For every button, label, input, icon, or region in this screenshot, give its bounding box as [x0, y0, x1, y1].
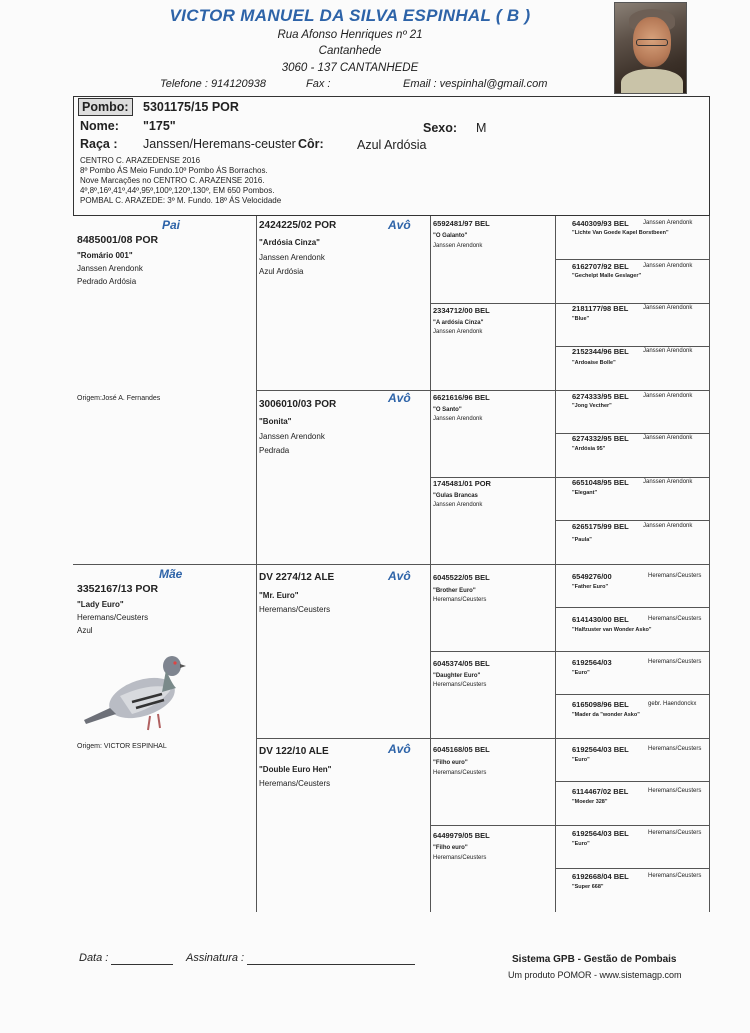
gg-name: "Ardoaise Bolle": [572, 360, 616, 366]
gg-ring: 6162707/92 BEL: [572, 262, 629, 271]
owner-name: VICTOR MANUEL DA SILVA ESPINHAL ( B ): [169, 6, 531, 25]
gg-ring: 6192564/03 BEL: [572, 829, 629, 838]
note-line: POMBAL C. ARAZEDE: 3º M. Fundo. 18º ÁS Velocidade: [80, 196, 282, 205]
great-grandparent-ring: 6621616/96 BEL: [433, 393, 490, 402]
grandparent-name: "Double Euro Hen": [259, 765, 332, 774]
gg-name: "Super 668": [572, 884, 604, 890]
gg-breeder: Heremans/Ceusters: [648, 746, 702, 752]
note-line: 4º,8º,16º,41º,44º,95º,100º,120º,130º, EM 650 Pombos.: [80, 186, 275, 195]
gg-ring: 6165098/96 BEL: [572, 700, 629, 709]
gg-ring: 6651048/95 BEL: [572, 478, 629, 487]
gg-ring: 6274333/95 BEL: [572, 392, 629, 401]
gg-breeder: Janssen Arendonk: [643, 305, 693, 311]
assinatura-label: Assinatura :: [186, 952, 245, 964]
system-name: Sistema GPB - Gestão de Pombais: [512, 954, 677, 965]
gg-name: "Euro": [572, 757, 590, 763]
gg-ring: 2181177/98 BEL: [572, 304, 629, 313]
great-grandparent-strain: Heremans/Ceusters: [433, 855, 487, 861]
gg-ring: 6440309/93 BEL: [572, 219, 629, 228]
cor-value: Azul Ardósia: [357, 138, 427, 152]
gg-breeder: Heremans/Ceusters: [648, 616, 702, 622]
gg-ring: 6549276/00: [572, 572, 612, 581]
gg-breeder: Heremans/Ceusters: [648, 659, 702, 665]
gg-breeder: Heremans/Ceusters: [648, 573, 702, 579]
great-grandparent-name: "O Galanto": [433, 233, 468, 239]
note-line: 8º Pombo ÁS Meio Fundo.10º Pombo ÁS Borrachos.: [80, 166, 268, 175]
assinatura-signature-line[interactable]: [247, 964, 415, 965]
pai-title: Pai: [162, 218, 181, 232]
avo-label: Avô: [388, 569, 411, 583]
gg-breeder: Janssen Arendonk: [643, 220, 693, 226]
great-grandparent-ring: 2334712/00 BEL: [433, 306, 490, 315]
data-signature-line[interactable]: [111, 964, 173, 965]
mae-name: "Lady Euro": [77, 600, 124, 609]
great-grandparent-ring: 6592481/97 BEL: [433, 219, 490, 228]
great-grandparent-ring: 1745481/01 POR: [433, 479, 491, 488]
avo-label: Avô: [388, 391, 411, 405]
raca-label: Raça :: [80, 137, 118, 151]
gg-name: "Elegant": [572, 490, 598, 496]
gg-breeder: Heremans/Ceusters: [648, 873, 702, 879]
fax: Fax :: [306, 78, 331, 90]
great-grandparent-ring: 6045168/05 BEL: [433, 745, 490, 754]
gg-breeder: gebr. Haendonckx: [648, 701, 697, 707]
mae-color: Azul: [77, 626, 93, 635]
gg-breeder: Janssen Arendonk: [643, 348, 693, 354]
grandparent-name: "Mr. Euro": [259, 591, 299, 600]
great-grandparent-name: "A ardósia Cinza": [433, 320, 484, 326]
gg-ring: 2152344/96 BEL: [572, 347, 629, 356]
gg-breeder: Janssen Arendonk: [643, 435, 693, 441]
gg-name: "Jong Vecther": [572, 403, 612, 409]
cor-label: Côr:: [298, 137, 324, 151]
great-grandparent-strain: Janssen Arendonk: [433, 329, 483, 335]
grandparent-strain: Janssen Arendonk: [259, 253, 325, 262]
great-grandparent-name: "Brother Euro": [433, 588, 476, 594]
pombo-label: Pombo:: [78, 98, 133, 116]
gg-ring: 6265175/99 BEL: [572, 522, 629, 531]
email: Email : vespinhal@gmail.com: [403, 78, 548, 90]
great-grandparent-ring: 6045522/05 BEL: [433, 573, 490, 582]
great-grandparent-strain: Janssen Arendonk: [433, 243, 483, 249]
grandparent-ring: 3006010/03 POR: [259, 399, 337, 410]
pai-ring: 8485001/08 POR: [77, 234, 159, 246]
mae-ring: 3352167/13 POR: [77, 583, 159, 595]
address-city: Cantanhede: [318, 45, 382, 57]
gg-breeder: Janssen Arendonk: [643, 479, 693, 485]
grandparent-strain: Heremans/Ceusters: [259, 779, 331, 788]
mae-title: Mãe: [159, 567, 183, 581]
gg-ring: 6192564/03 BEL: [572, 745, 629, 754]
great-grandparent-strain: Heremans/Ceusters: [433, 682, 487, 688]
avo-label: Avô: [388, 218, 411, 232]
gg-name: "Ardósia 95": [572, 446, 606, 452]
grandparent-color: Azul Ardósia: [259, 267, 304, 276]
gg-name: "Mader da "wonder Asko": [572, 712, 640, 718]
avo-label: Avô: [388, 742, 411, 756]
sexo-label: Sexo:: [423, 121, 458, 135]
pedigree-grid: [73, 216, 710, 912]
pai-origin: Origem:José A. Fernandes: [77, 395, 161, 402]
gg-name: "Father Euro": [572, 584, 609, 590]
mae-strain: Heremans/Ceusters: [77, 613, 149, 622]
grandparent-ring: DV 122/10 ALE: [259, 746, 329, 757]
gg-breeder: Janssen Arendonk: [643, 263, 693, 269]
gg-ring: 6141430/00 BEL: [572, 615, 629, 624]
pai-name: "Romário 001": [77, 251, 133, 260]
gg-name: "Gechelpt Malle Geslager": [572, 273, 642, 279]
grandparent-ring: 2424225/02 POR: [259, 220, 337, 231]
gg-name: "Euro": [572, 841, 590, 847]
gg-breeder: Janssen Arendonk: [643, 393, 693, 399]
gg-ring: 6192668/04 BEL: [572, 872, 629, 881]
great-grandparent-name: "Filho euro": [433, 845, 468, 851]
nome-label: Nome:: [80, 119, 119, 133]
great-grandparent-name: "Daughter Euro": [433, 673, 481, 679]
great-grandparent-ring: 6045374/05 BEL: [433, 659, 490, 668]
gg-breeder: Heremans/Ceusters: [648, 788, 702, 794]
gg-ring: 6114467/02 BEL: [572, 787, 629, 796]
great-grandparent-strain: Janssen Arendonk: [433, 502, 483, 508]
gg-name: "Moeder 328": [572, 799, 608, 805]
pombo-ring: 5301175/15 POR: [143, 100, 239, 114]
address-street: Rua Afonso Henriques nº 21: [277, 29, 423, 41]
grandparent-name: "Ardósia Cinza": [259, 238, 320, 247]
owner-photo: [614, 2, 687, 94]
grandparent-strain: Heremans/Ceusters: [259, 605, 331, 614]
note-line: CENTRO C. ARAZEDENSE 2016: [80, 156, 201, 165]
note-line: Nove Marcações no CENTRO C. ARAZENSE 2016.: [80, 176, 265, 185]
grandparent-name: "Bonita": [259, 417, 292, 426]
pai-color: Pedrado Ardósia: [77, 277, 137, 286]
gg-name: "Lichte Van Goede Kapel Borstbeen": [572, 230, 669, 236]
telefone: Telefone : 914120938: [160, 78, 267, 90]
mae-origin: Origem: VICTOR ESPINHAL: [77, 743, 167, 750]
great-grandparent-strain: Janssen Arendonk: [433, 416, 483, 422]
address-postal: 3060 - 137 CANTANHEDE: [281, 62, 419, 74]
great-grandparent-ring: 6449979/05 BEL: [433, 831, 490, 840]
gg-name: "Euro": [572, 670, 590, 676]
great-grandparent-name: "Filho euro": [433, 760, 468, 766]
pigeon-illustration: [80, 636, 190, 736]
great-grandparent-strain: Heremans/Ceusters: [433, 770, 487, 776]
great-grandparent-name: "O Santo": [433, 407, 462, 413]
nome-value: "175": [143, 119, 176, 133]
gg-breeder: Janssen Arendonk: [643, 523, 693, 529]
gg-breeder: Heremans/Ceusters: [648, 830, 702, 836]
great-grandparent-strain: Heremans/Ceusters: [433, 597, 487, 603]
grandparent-strain: Janssen Arendonk: [259, 432, 325, 441]
data-label: Data :: [79, 952, 109, 964]
pai-strain: Janssen Arendonk: [77, 264, 143, 273]
gg-ring: 6274332/95 BEL: [572, 434, 629, 443]
raca-value: Janssen/Heremans-ceuster: [143, 137, 296, 151]
sexo-value: M: [476, 121, 487, 135]
gg-name: "Blue": [572, 316, 590, 322]
gg-name: "Paula": [572, 537, 592, 543]
grandparent-ring: DV 2274/12 ALE: [259, 572, 335, 583]
great-grandparent-name: "Gulas Brancas: [433, 493, 478, 499]
system-product: Um produto POMOR - www.sistemagp.com: [508, 970, 682, 980]
gg-ring: 6192564/03: [572, 658, 612, 667]
grandparent-color: Pedrada: [259, 446, 290, 455]
gg-name: "Halfzuster van Wonder Asko": [572, 627, 652, 633]
